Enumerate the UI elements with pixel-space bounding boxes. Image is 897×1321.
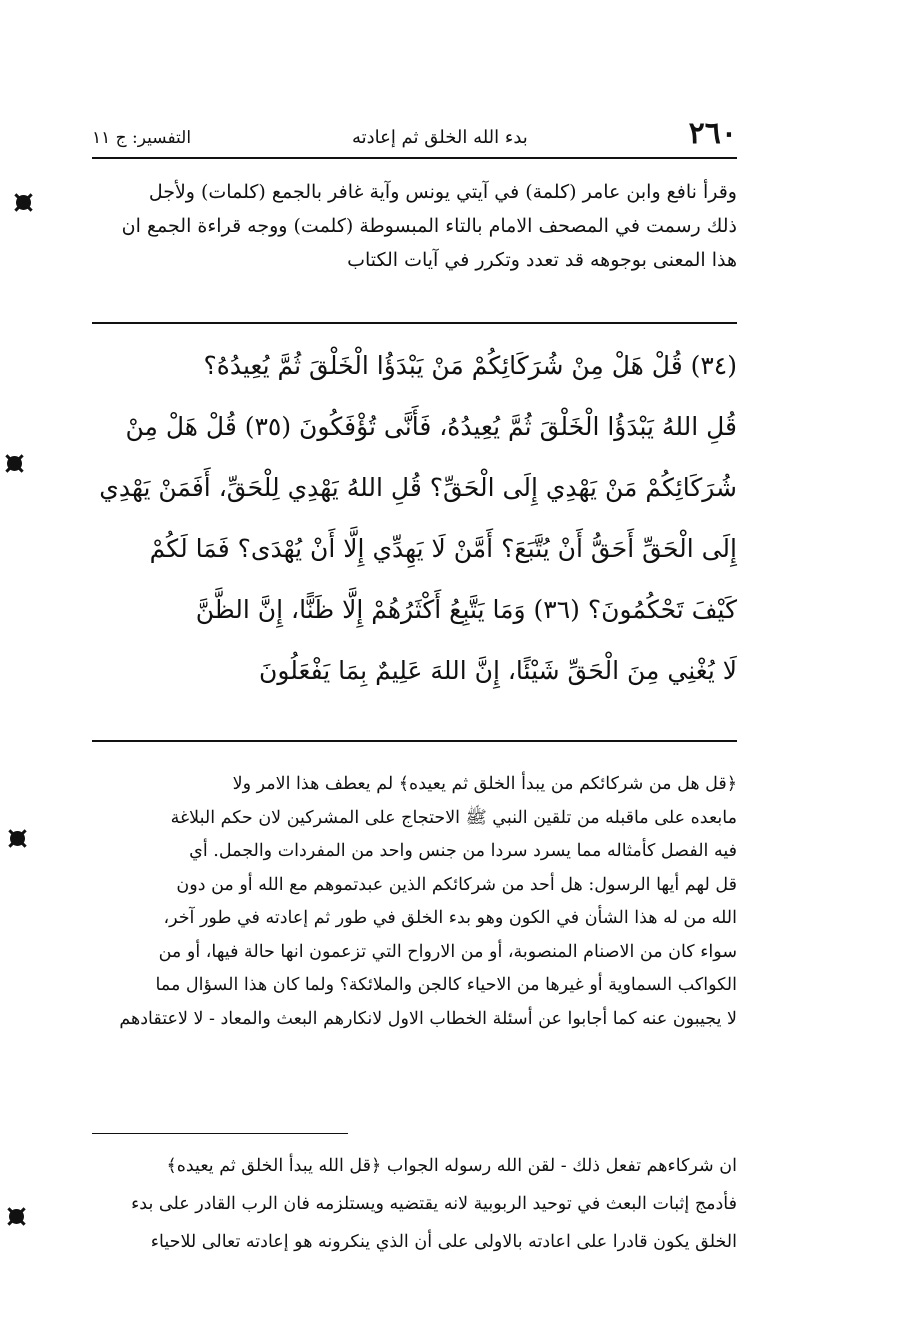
commentary-line: فأدمج إثبات البعث في توحيد الربوبية لانه يقتضيه ويستلزمه فان الرب القادر على بدء <box>131 1194 737 1214</box>
commentary-line: لا يجيبون عنه كما أجابوا عن أسئلة الخطاب الاول لانكارهم البعث والمعاد - لا لاعتقادهم <box>119 1008 737 1029</box>
margin-mark-icon <box>7 828 28 849</box>
commentary-line: قل لهم أيها الرسول: هل أحد من شركائكم الذين عبدتموهم مع الله أو من دون <box>176 874 737 895</box>
note-rule <box>92 322 737 324</box>
running-title: بدء الله الخلق ثم إعادته <box>351 127 528 148</box>
book-title: التفسير: ج ١١ <box>92 128 192 148</box>
verse-line: قُلِ اللهُ يَبْدَؤُا الْخَلْقَ ثُمَّ يُعِيدُهُ، فَأَنَّى تُؤْفَكُونَ (٣٥) قُلْ هَلْ مِنْ <box>125 412 737 441</box>
commentary-line: فيه الفصل كأمثاله مما يسرد سردا من جنس واحد من المفردات والجمل. أي <box>189 841 737 861</box>
commentary-continuation-block <box>92 1147 737 1261</box>
commentary-block <box>92 768 737 1036</box>
page-header <box>92 116 737 152</box>
commentary-line: الخلق يكون قادرا على اعادته بالاولى على أن الذي ينكرونه هو إعادته تعالى للاحياء <box>150 1232 737 1252</box>
verse-line: شُرَكَائِكُمْ مَنْ يَهْدِي إِلَى الْحَقِّ؟ قُلِ اللهُ يَهْدِي لِلْحَقِّ، أَفَمَنْ يَهْدِي <box>99 473 737 502</box>
quran-text-block <box>92 335 737 701</box>
commentary-line: ﴿قل هل من شركائكم من يبدأ الخلق ثم يعيده﴾ لم يعطف هذا الامر ولا <box>232 774 737 794</box>
verse-line: لَا يُغْنِي مِنَ الْحَقِّ شَيْئًا، إِنَّ اللهَ عَلِيمٌ بِمَا يَفْعَلُونَ <box>258 656 737 685</box>
footnote-block <box>92 175 737 277</box>
margin-mark-icon <box>13 192 34 213</box>
note-line: وقرأ نافع وابن عامر (كلمة) في آيتي يونس وآية غافر بالجمع (كلمات) ولأجل <box>148 181 737 203</box>
commentary-line: ان شركاءهم تفعل ذلك - لقن الله رسوله الجواب ﴿قل الله يبدأ الخلق ثم يعيده﴾ <box>166 1156 737 1176</box>
footnote-separator <box>92 1133 348 1134</box>
commentary-line: سواء كان من الاصنام المنصوبة، أو من الارواح التي تزعمون انها حالة فيها، أو من <box>158 941 737 962</box>
note-line: هذا المعنى بوجوهه قد تعدد وتكرر في آيات الكتاب <box>347 249 737 271</box>
verse-line: إِلَى الْحَقِّ أَحَقُّ أَنْ يُتَّبَعَ؟ أَمَّنْ لَا يَهِدِّي إِلَّا أَنْ يُهْدَى؟ فَمَا لَكُمْ <box>149 534 737 563</box>
commentary-line: الكواكب السماوية أو غيرها من الاحياء كالجن والملائكة؟ ولما كان هذا السؤال مما <box>155 975 737 995</box>
margin-mark-icon <box>6 1206 27 1227</box>
commentary-line: الله من له هذا الشأن في الكون وهو بدء الخلق في طور ثم إعادته في طور آخر، <box>163 908 737 928</box>
note-line: ذلك رسمت في المصحف الامام بالتاء المبسوطة (كلمت) ووجه قراءة الجمع ان <box>121 215 737 237</box>
header-rule <box>92 157 737 159</box>
margin-mark-icon <box>4 453 25 474</box>
verse-line: (٣٤) قُلْ هَلْ مِنْ شُرَكَائِكُمْ مَنْ يَبْدَؤُا الْخَلْقَ ثُمَّ يُعِيدُهُ؟ <box>203 351 737 380</box>
verse-line: كَيْفَ تَحْكُمُونَ؟ (٣٦) وَمَا يَتَّبِعُ أَكْثَرُهُمْ إِلَّا ظَنًّا، إِنَّ الظَّنَّ <box>195 595 737 624</box>
page-number: ٢٦٠ <box>688 116 737 151</box>
quran-rule <box>92 740 737 742</box>
commentary-line: مابعده على ماقبله من تلقين النبي ﷺ الاحتجاج على المشركين لان حكم البلاغة <box>170 807 737 828</box>
